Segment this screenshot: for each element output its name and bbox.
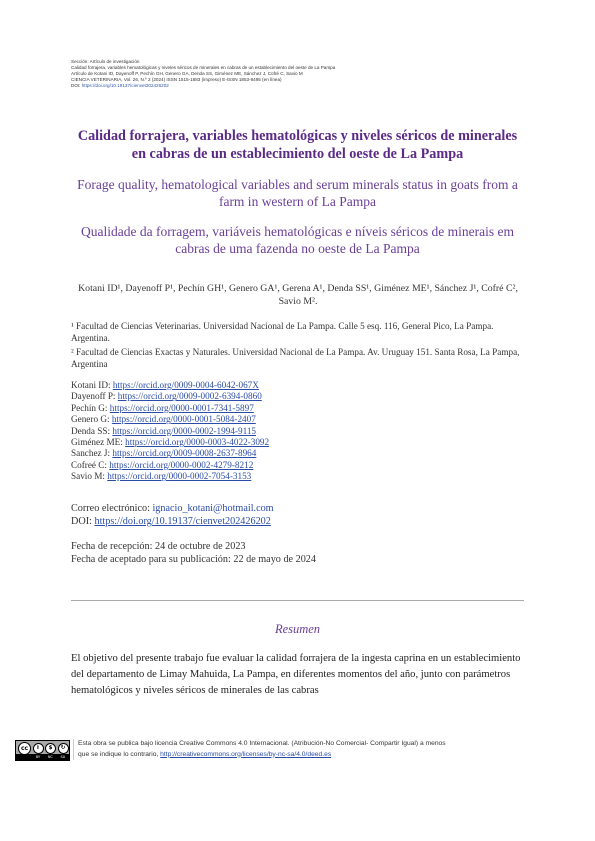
- orcid-row: [71, 426, 526, 437]
- doi-link[interactable]: https://doi.org/10.19137/cienvet202426202: [94, 516, 271, 527]
- abstract-text: El objetivo del presente trabajo fue evaluar la calidad forrajera de la ingesta caprina en un establecimiento del departamento de Limay Mahuida, La Pampa, en diferentes momentos del año, junto con parámetros hematológicos y niveles séricos de minerales de las cabras: [71, 653, 521, 696]
- attribution-icon: i: [33, 743, 44, 754]
- orcid-list: [71, 380, 526, 483]
- orcid-link[interactable]: https://orcid.org/0000-0001-5084-2407: [111, 414, 256, 425]
- orcid-label: Cofreé C:: [71, 459, 110, 470]
- orcid-link[interactable]: https://orcid.org/0000-0001-7341-5897: [109, 402, 254, 413]
- email-link[interactable]: ignacio_kotani@hotmail.com: [152, 503, 274, 514]
- orcid-label: Kotani ID:: [71, 380, 113, 390]
- accepted-date: Fecha de aceptado para su publicación: 22 de mayo de 2024: [71, 554, 316, 565]
- cc-label-by: BY: [35, 755, 41, 759]
- received-date: Fecha de recepción: 24 de octubre de 2023: [71, 541, 246, 552]
- license-notice: [73, 739, 533, 760]
- orcid-label: Dayenoff P:: [71, 391, 118, 402]
- affiliations: [71, 320, 526, 372]
- doi-label: DOI:: [71, 516, 95, 527]
- cc-icons: [16, 741, 69, 755]
- cc-label-sa: SA: [60, 755, 66, 759]
- cc-label-nc: NC: [47, 755, 53, 759]
- orcid-row: [71, 414, 526, 425]
- license-line-2-text: que se indique lo contrario,: [78, 750, 161, 758]
- orcid-link[interactable]: https://orcid.org/0000-0003-4022-3092: [125, 437, 270, 448]
- header-line: CIENCIA VETERINARIA, Vol. 26, N.º 2 (2024) ISSN 1515-1883 (impreso) E-ISSN 1853-8495 (en línea): [71, 77, 282, 82]
- orcid-row: [71, 460, 526, 471]
- orcid-row: [71, 391, 526, 402]
- header-line: Calidad forrajera, variables hematológicas y niveles séricos de minerales en cabras de un establecimiento del oeste de La Pampa: [71, 65, 336, 70]
- header-doi-line: [71, 83, 335, 89]
- orcid-row: [71, 471, 526, 482]
- license-line-2: [78, 750, 533, 761]
- cc-license-badge[interactable]: [15, 740, 70, 761]
- orcid-link[interactable]: https://orcid.org/0000-0002-1994-9115: [112, 425, 257, 436]
- orcid-link[interactable]: https://orcid.org/0000-0002-4279-8212: [109, 459, 254, 470]
- orcid-label: Savio M:: [71, 471, 108, 482]
- title-english: Forage quality, hematological variables and serum minerals status in goats from a farm in western of La Pampa: [77, 177, 518, 209]
- orcid-link[interactable]: https://orcid.org/0009-0008-2637-8964: [112, 448, 257, 459]
- dates: [71, 540, 526, 566]
- orcid-label: Sanchez J:: [71, 448, 113, 459]
- header-doi-label: DOI:: [71, 83, 82, 88]
- header-doi-link[interactable]: https://doi.org/10.19137/cienvet202426202: [81, 83, 169, 88]
- doi-row: [71, 515, 526, 528]
- header-line: Artículo de Kotani ID, Dayenoff P, Pechín GH, Genero GA, Denda SS, Giménez ME, Sánchez J, Cofré C, Savio M: [71, 71, 303, 76]
- cc-labels: [16, 754, 69, 760]
- affiliation-1: ¹ Facultad de Ciencias Veterinarias. Universidad Nacional de La Pampa. Calle 5 esq. 116, General Pico, La Pampa. Argentina.: [71, 321, 494, 343]
- contact-info: [71, 502, 526, 528]
- running-header: [71, 59, 335, 89]
- orcid-link[interactable]: https://orcid.org/0009-0004-6042-067X: [112, 380, 259, 390]
- noncommercial-icon: $: [45, 743, 56, 754]
- section-divider: [71, 600, 524, 601]
- orcid-label: Giménez ME:: [71, 437, 126, 448]
- abstract-heading: Resumen: [274, 622, 321, 636]
- email-label: Correo electrónico:: [71, 503, 153, 514]
- orcid-label: Denda SS:: [71, 425, 113, 436]
- orcid-row: [71, 448, 526, 459]
- title-portuguese: Qualidade da forragem, variáveis hematológicas e níveis séricos de minerais em cabras de uma fazenda no oeste de La Pampa: [81, 224, 514, 256]
- email-row: [71, 502, 526, 515]
- orcid-label: Pechín G:: [71, 402, 110, 413]
- author-list: Kotani ID¹, Dayenoff P¹, Pechín GH¹, Genero GA¹, Gerena A¹, Denda SS¹, Giménez ME¹, Sánchez J¹, Cofré C², Savio M².: [78, 283, 518, 307]
- cc-icon: cc: [18, 742, 31, 755]
- header-line: Sección: Artículo de investigación: [71, 59, 140, 64]
- sharealike-icon: ↻: [58, 743, 69, 754]
- orcid-row: [71, 437, 526, 448]
- orcid-link[interactable]: https://orcid.org/0009-0002-6394-0860: [117, 391, 262, 402]
- affiliation-2: ² Facultad de Ciencias Exactas y Naturales. Universidad Nacional de La Pampa. Av. Uruguay 151. Santa Rosa, La Pampa, Argentina: [71, 347, 520, 369]
- title-spanish: Calidad forrajera, variables hematológicas y niveles séricos de minerales en cabras de un establecimiento del oeste de La Pampa: [77, 128, 518, 162]
- orcid-row: [71, 380, 526, 391]
- orcid-label: Genero G:: [71, 414, 112, 425]
- orcid-row: [71, 403, 526, 414]
- orcid-link[interactable]: https://orcid.org/0000-0002-7054-3153: [107, 471, 252, 482]
- license-line-1: Esta obra se publica bajo licencia Creative Commons 4.0 Internacional. (Atribución-No Comercial- Compartir Igual) a menos: [78, 740, 446, 747]
- license-link[interactable]: http://creativecommons.org/licenses/by-nc-sa/4.0/deed.es: [160, 750, 332, 758]
